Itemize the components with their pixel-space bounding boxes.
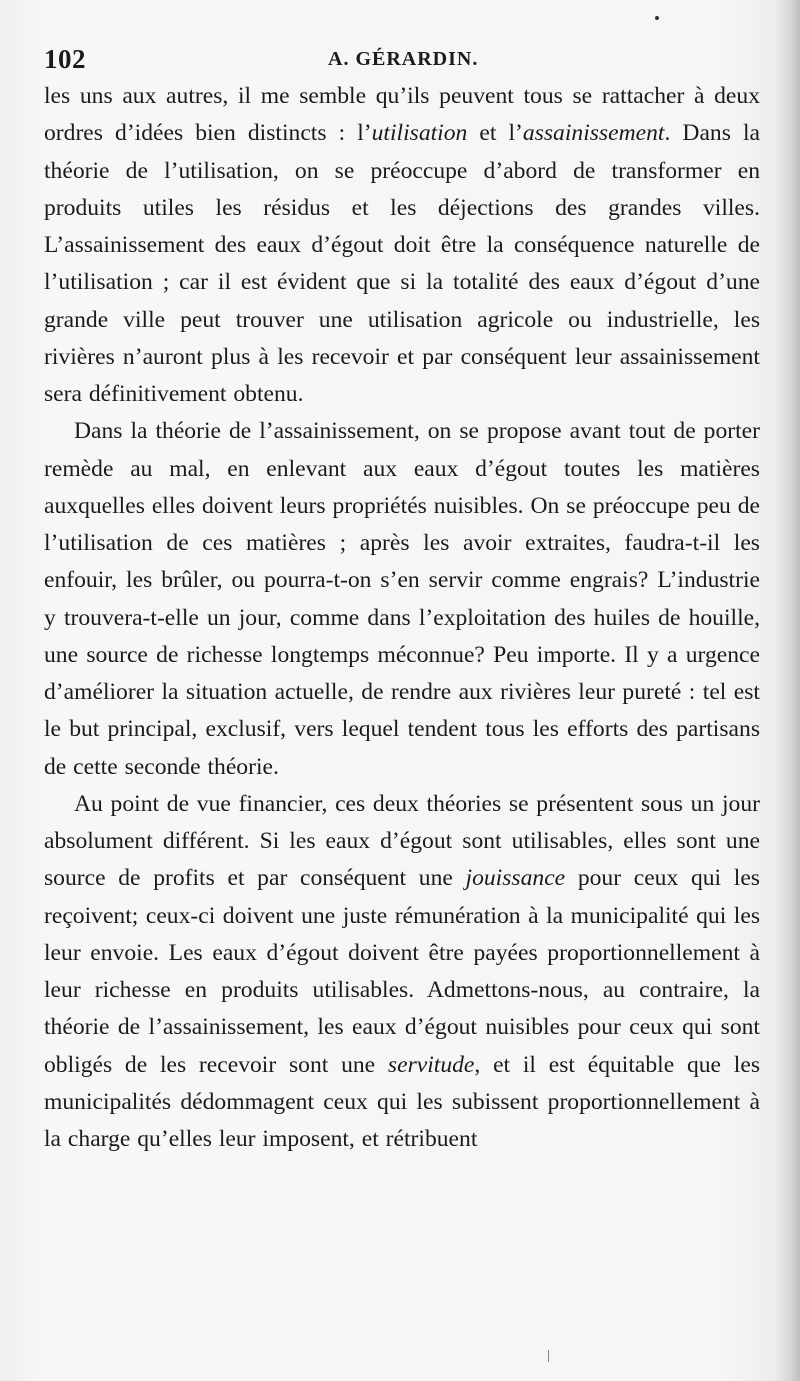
running-head: A. GÉRARDIN. xyxy=(328,48,479,70)
italic-term: servitude xyxy=(387,1051,475,1078)
italic-term: assainissement xyxy=(522,120,665,147)
italic-term: jouissance xyxy=(465,865,566,892)
page-edge-shadow xyxy=(774,0,800,1381)
text-run: Dans la théorie de l’assainissement, on se propose avant tout de porter remède au mal, en enlevant aux eaux d’égout toutes les matières auxquelles elles doivent leurs propriétés nuisibles. On se préoccupe peu de l’utilisation de ces matières ; après les avoir extraites, faudra-t-il les enfouir, les brûler, ou pourra-t-on s’en servir comme engrais? L’industrie y trouvera-t-elle un jour, comme dans l’exploitation des huiles de houille, une source de richesse longtemps méconnue? Peu importe. Il y a urgence d’améliorer la situation actuelle, de rendre aux rivières leur pureté : tel est le but principal, exclusif, vers lequel tendent tous les efforts des partisans de cette seconde théorie. xyxy=(44,418,760,780)
text-run: les uns aux autres, il me semble qu’ils peuvent tous se rattacher à deux ordres d’idées bien distincts : l’ xyxy=(44,83,760,147)
text-run: Au point de vue financier, ces deux théories se présentent sous un jour absolument différent. Si les eaux d’égout sont utilisables, elles sont une source de profits et par conséquent une xyxy=(44,790,760,892)
paragraph xyxy=(44,786,760,1159)
print-mark xyxy=(548,1350,549,1362)
paragraph xyxy=(44,78,760,413)
page-number: 102 xyxy=(44,44,86,74)
body-text xyxy=(44,78,760,1158)
text-run: et l’ xyxy=(467,120,523,147)
text-run: , et il est équitable que les municipalités dédommagent ceux qui les subissent proportionnellement à la charge qu’elles leur imposent, et rétribuent xyxy=(44,1051,760,1152)
text-run: pour ceux qui les reçoivent; ceux-ci doivent une juste rémunération à la municipalité qui les leur envoie. Les eaux d’égout doivent être payées proportionnellement à leur richesse en produits utilisables. Admettons-nous, au contraire, la théorie de l’assainissement, les eaux d’égout nuisibles pour ceux qui sont obligés de les recevoir sont une xyxy=(44,865,760,1078)
page-header xyxy=(44,40,764,76)
text-run: . Dans la théorie de l’utilisation, on se préoccupe d’abord de transformer en produits utiles les résidus et les déjections des grandes villes. L’assainissement des eaux d’égout doit être la conséquence naturelle de l’utilisation ; car il est évident que si la totalité des eaux d’égout d’une grande ville peut trouver une utilisation agricole ou industrielle, les rivières n’auront plus à les recevoir et par conséquent leur assainissement sera définitivement obtenu. xyxy=(44,120,760,407)
ink-speck xyxy=(655,16,659,20)
italic-term: utilisation xyxy=(371,120,468,147)
paragraph xyxy=(44,413,760,786)
